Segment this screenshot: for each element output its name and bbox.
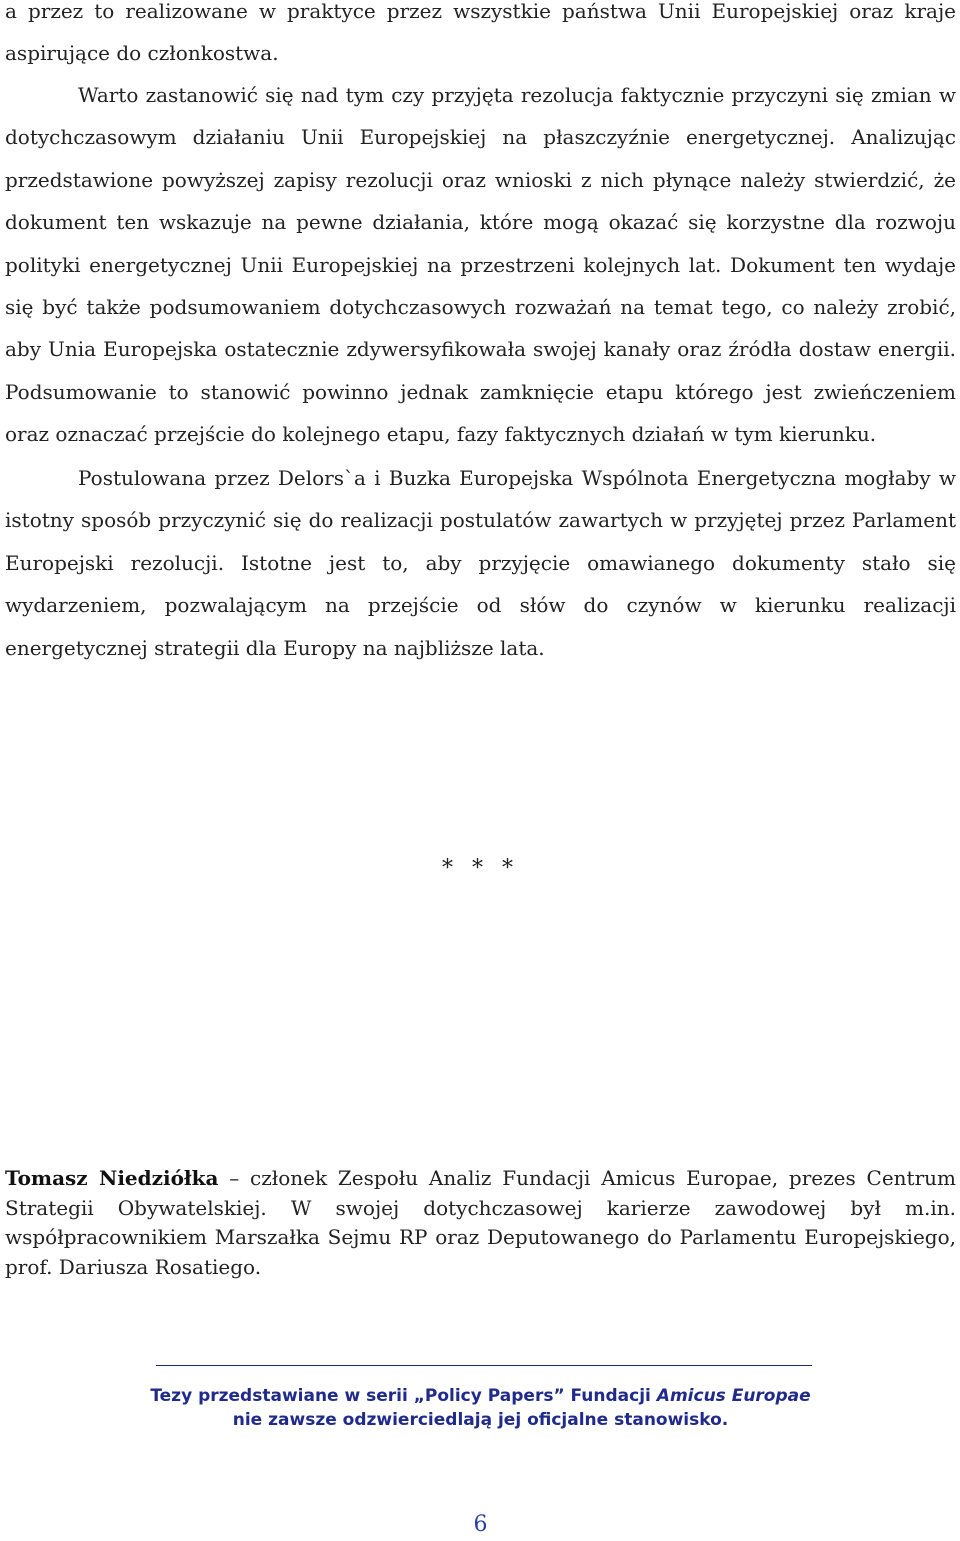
- paragraph-continuation: a przez to realizowane w praktyce przez wszystkie państwa Unii Europejskiej oraz kraje aspirujące do członkostwa.: [5, 0, 956, 66]
- author-bio: [5, 1164, 956, 1282]
- section-separator: * * *: [442, 856, 519, 881]
- author-name: Tomasz Niedziółka: [5, 1166, 219, 1190]
- disclaimer-line-1-text: Tezy przedstawiane w serii „Policy Papers” Fundacji: [150, 1386, 657, 1406]
- footer-divider: [156, 1365, 812, 1366]
- paragraph-energy-community: Postulowana przez Delors`a i Buzka Europejska Wspólnota Energetyczna mogłaby w istotny sposób przyczynić się do realizacji postulatów zawartych w przyjętej przez Parlament Europejski rezolucji. Istotne jest to, aby przyjęcie omawianego dokumenty stało się wydarzeniem, pozwalającym na przejście od słów do czynów w kierunku realizacji energetycznej strategii dla Europy na najbliższe lata.: [5, 466, 956, 660]
- disclaimer: [5, 1384, 956, 1432]
- paragraph-resolution-analysis: Warto zastanowić się nad tym czy przyjęta rezolucja faktycznie przyczyni się zmian w dotychczasowym działaniu Unii Europejskiej na płaszczyźnie energetycznej. Analizując przedstawione powyższej zapisy rezolucji oraz wnioski z nich płynące należy stwierdzić, że dokument ten wskazuje na pewne działania, które mogą okazać się korzystne dla rozwoju polityki energetycznej Unii Europejskiej na przestrzeni kolejnych lat. Dokument ten wydaje się być także podsumowaniem dotychczasowych rozważań na temat tego, co należy zrobić, aby Unia Europejska ostatecznie zdywersyfikowała swojej kanały oraz źródła dostaw energii. Podsumowanie to stanowić powinno jednak zamknięcie etapu którego jest zwieńczeniem oraz oznaczać przejście do kolejnego etapu, fazy faktycznych działań w tym kierunku.: [5, 83, 956, 447]
- disclaimer-line-2: nie zawsze odzwierciedlają jej oficjalne stanowisko.: [232, 1410, 729, 1430]
- author-bio-text: – członek Zespołu Analiz Fundacji Amicus Europae, prezes Centrum Strategii Obywatelskiej. W swojej dotychczasowej karierze zawodowej był m.in. współpracownikiem Marszałka Sejmu RP oraz Deputowanego do Parlamentu Europejskiego, prof. Dariusza Rosatiego.: [5, 1166, 956, 1279]
- disclaimer-line-1: [5, 1384, 956, 1408]
- page-number: 6: [473, 1512, 488, 1537]
- disclaimer-foundation-name: Amicus Europae: [656, 1386, 811, 1406]
